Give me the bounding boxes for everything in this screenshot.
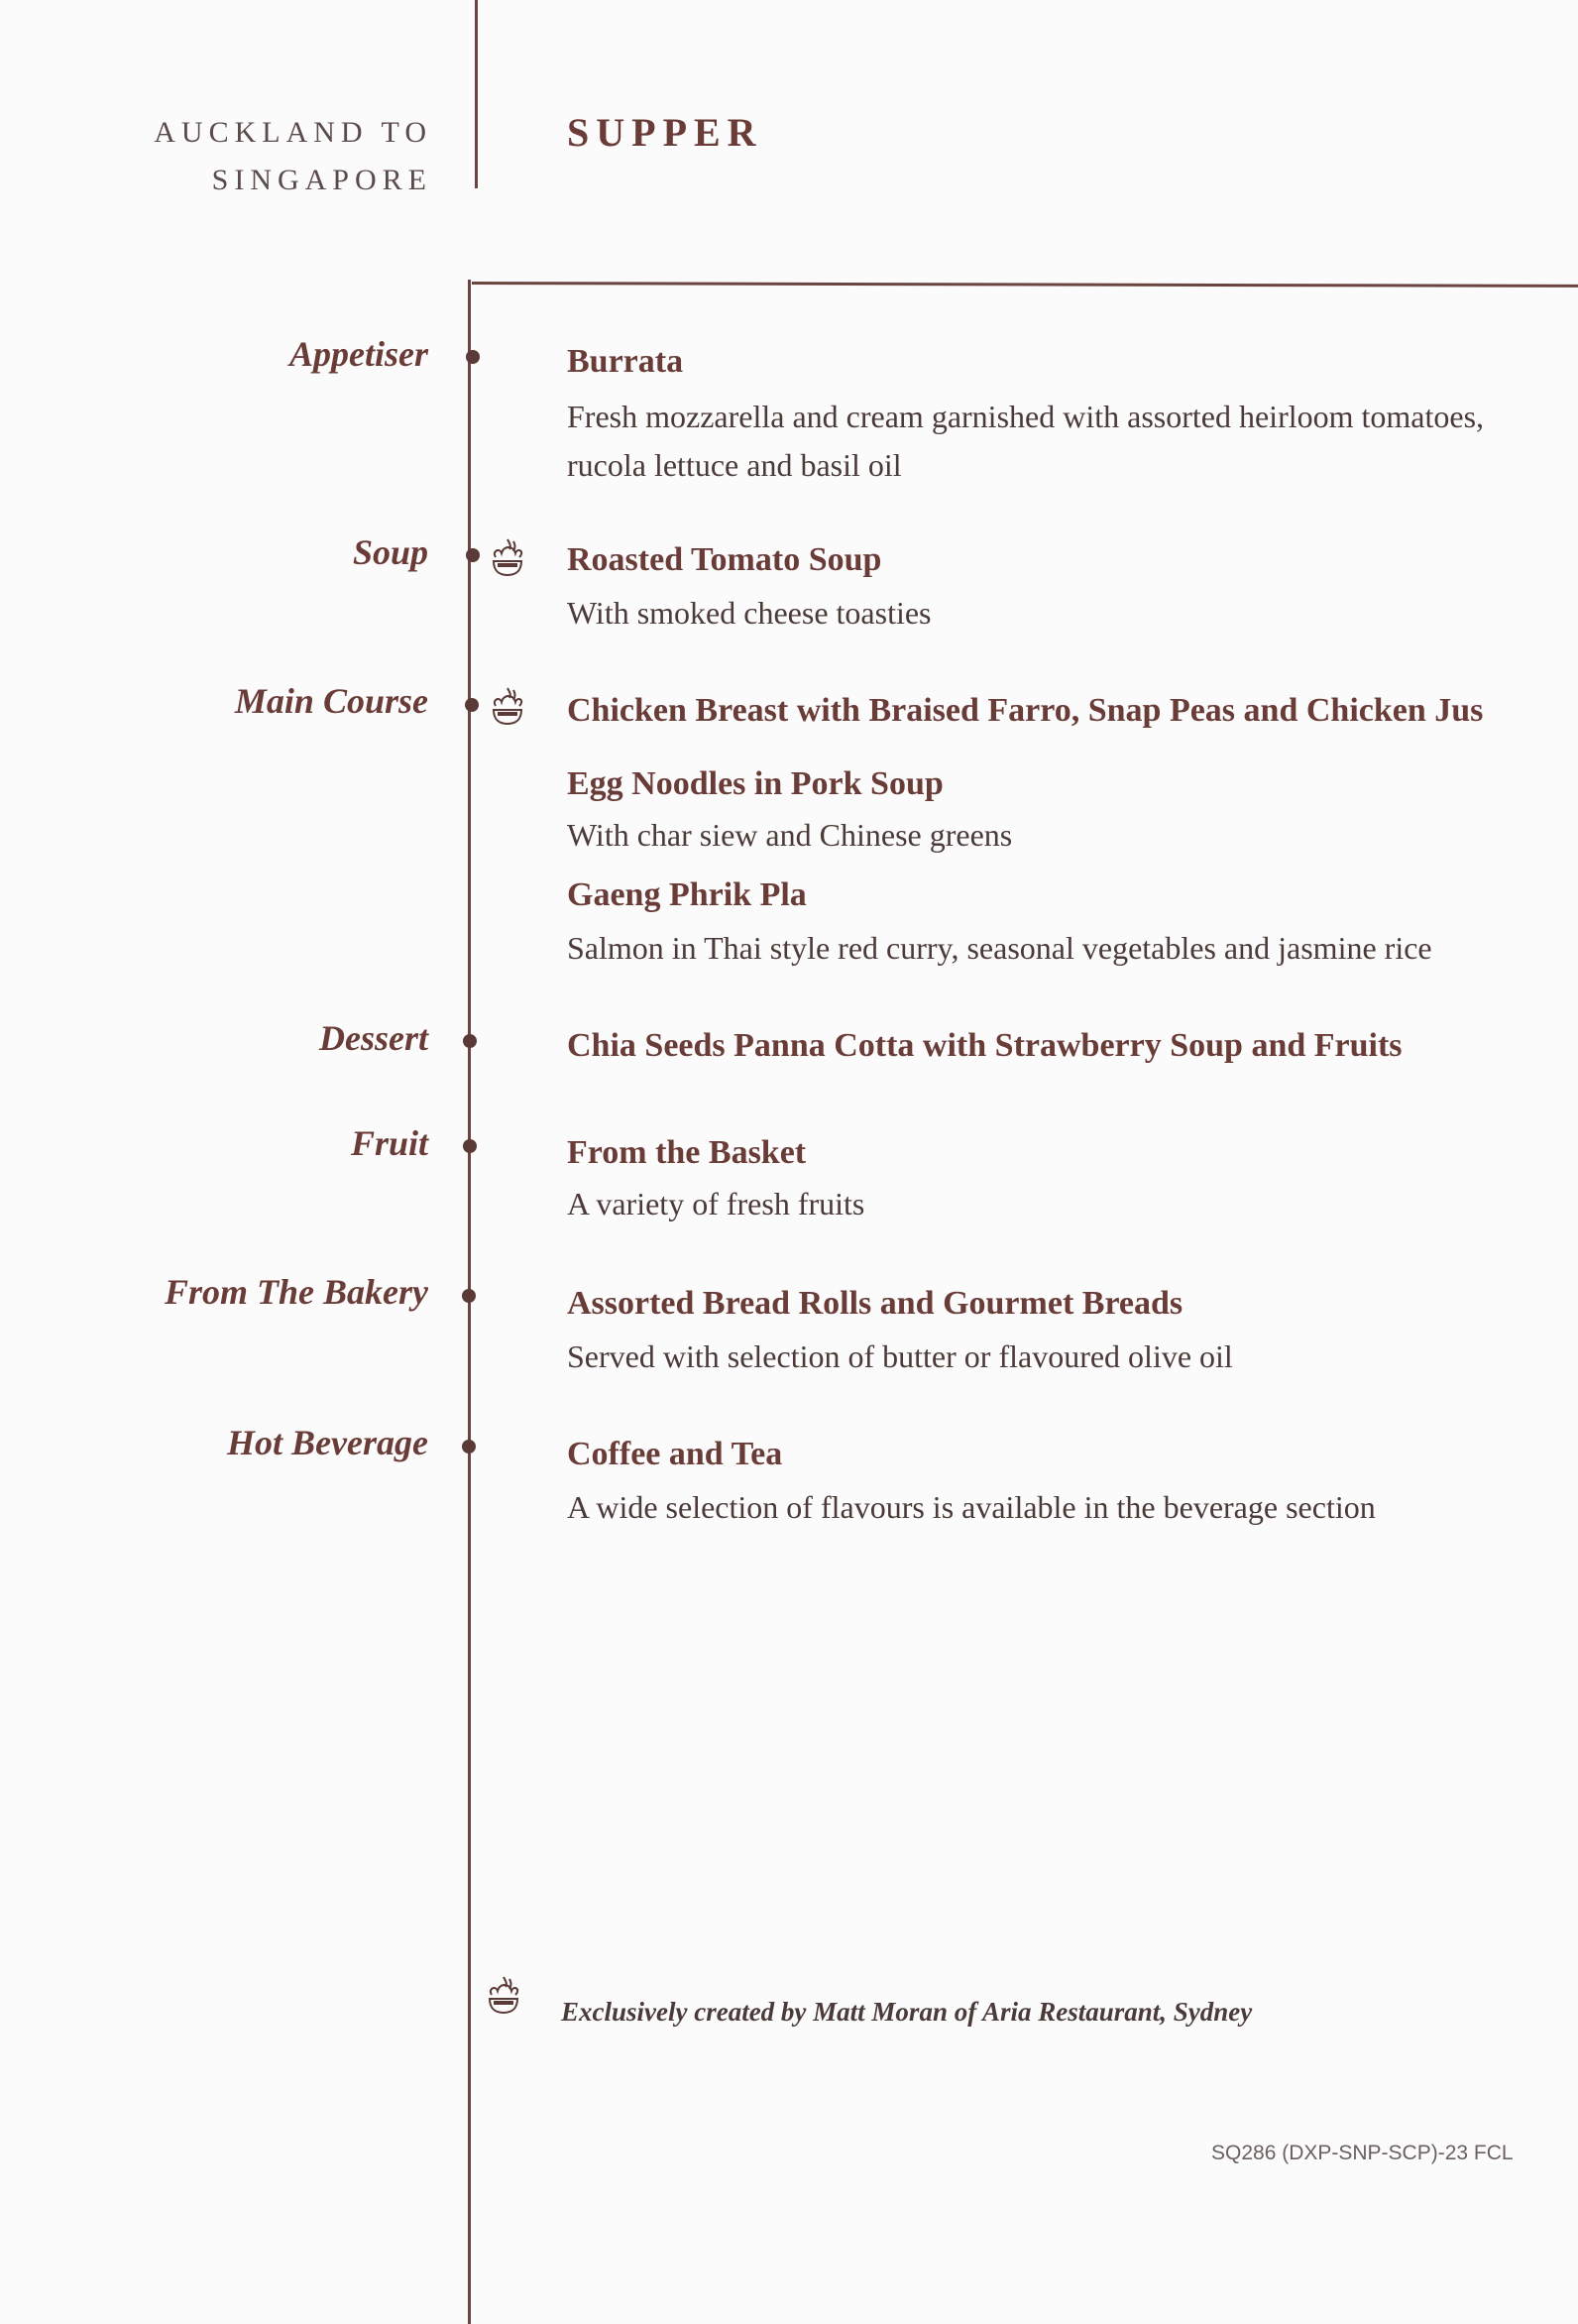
menu-code: SQ286 (DXP-SNP-SCP)-23 FCL: [1211, 2142, 1514, 2164]
dish-description: Fresh mozzarella and cream garnished with assorted heirloom tomatoes, rucola lettuce and basil oil: [567, 399, 1485, 483]
dish-name: Chia Seeds Panna Cotta with Strawberry Soup and Fruits: [567, 1027, 1403, 1064]
timeline-dot: [466, 350, 480, 364]
timeline-dot: [463, 1034, 477, 1048]
course-label-fruit: Fruit: [350, 1123, 428, 1163]
dish-description: Salmon in Thai style red curry, seasonal vegetables and jasmine rice: [567, 930, 1432, 966]
chef-hat-icon: [488, 684, 527, 732]
route: [149, 109, 432, 204]
dish-description: Served with selection of butter or flavoured olive oil: [567, 1338, 1233, 1374]
divider-horizontal: [472, 282, 1578, 288]
route-origin: AUCKLAND TO: [154, 116, 432, 149]
timeline-dot: [462, 1289, 476, 1303]
dish-description: A wide selection of flavours is available in the beverage section: [567, 1489, 1376, 1525]
timeline-dot: [466, 548, 480, 562]
chef-hat-icon: [488, 535, 527, 583]
course-label-appetiser: Appetiser: [289, 334, 428, 374]
course-label-soup: Soup: [352, 532, 428, 572]
course-label-bakery: From The Bakery: [165, 1272, 428, 1312]
divider-vertical-top: [475, 0, 478, 188]
timeline-dot: [463, 1139, 477, 1153]
dish-name: Gaeng Phrik Pla: [567, 876, 807, 913]
dish-name: Egg Noodles in Pork Soup: [567, 765, 944, 802]
dish-name: Chicken Breast with Braised Farro, Snap Peas and Chicken Jus: [567, 692, 1484, 729]
course-label-main: Main Course: [234, 681, 428, 721]
course-label-dessert: Dessert: [319, 1018, 428, 1058]
route-destination: SINGAPORE: [211, 164, 432, 196]
dish-description: A variety of fresh fruits: [567, 1186, 865, 1221]
dish-description: With char siew and Chinese greens: [567, 817, 1013, 853]
dish-description: With smoked cheese toasties: [567, 595, 932, 631]
dish-name: From the Basket: [567, 1134, 807, 1171]
dish-name: Burrata: [567, 343, 684, 380]
timeline-dot: [465, 698, 479, 712]
chef-hat-icon: [484, 1973, 523, 2021]
chef-credit: Exclusively created by Matt Moran of Aria Restaurant, Sydney: [561, 1997, 1253, 2027]
dish-name: Assorted Bread Rolls and Gourmet Breads: [567, 1285, 1184, 1322]
dish-name: Coffee and Tea: [567, 1436, 783, 1472]
dish-name: Roasted Tomato Soup: [567, 541, 882, 578]
meal-title: SUPPER: [567, 110, 763, 155]
course-label-beverage: Hot Beverage: [227, 1423, 428, 1462]
timeline-dot: [462, 1440, 476, 1453]
